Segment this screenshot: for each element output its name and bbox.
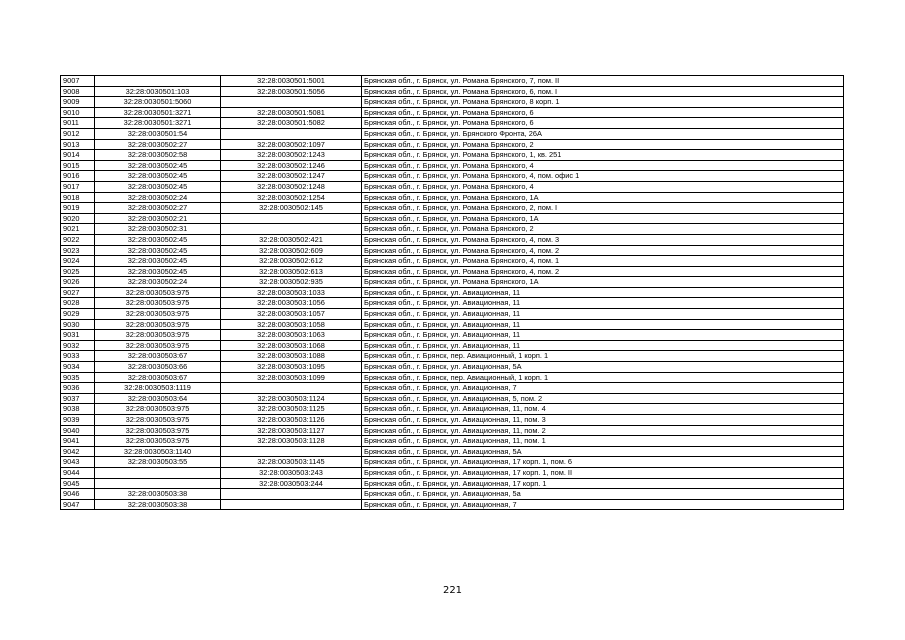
row-number-cell: 9043 bbox=[61, 457, 95, 468]
object-number-cell: 32:28:0030501:5001 bbox=[221, 76, 362, 87]
object-number-cell: 32:28:0030503:1056 bbox=[221, 298, 362, 309]
table-row bbox=[61, 467, 844, 478]
table-row bbox=[61, 415, 844, 426]
address-cell: Брянская обл., г. Брянск, ул. Авиационная, 7 bbox=[362, 499, 844, 510]
object-number-cell: 32:28:0030503:1145 bbox=[221, 457, 362, 468]
parcel-number-cell: 32:28:0030503:38 bbox=[95, 489, 221, 500]
parcel-number-cell: 32:28:0030502:27 bbox=[95, 139, 221, 150]
parcel-number-cell: 32:28:0030502:45 bbox=[95, 234, 221, 245]
parcel-number-cell: 32:28:0030501:103 bbox=[95, 86, 221, 97]
object-number-cell: 32:28:0030502:935 bbox=[221, 277, 362, 288]
parcel-number-cell: 32:28:0030501:3271 bbox=[95, 107, 221, 118]
row-number-cell: 9037 bbox=[61, 393, 95, 404]
row-number-cell: 9044 bbox=[61, 467, 95, 478]
row-number-cell: 9047 bbox=[61, 499, 95, 510]
table-body bbox=[61, 76, 844, 510]
object-number-cell: 32:28:0030502:1097 bbox=[221, 139, 362, 150]
table-row bbox=[61, 351, 844, 362]
address-cell: Брянская обл., г. Брянск, ул. Брянского Фронта, 26А bbox=[362, 128, 844, 139]
table-row bbox=[61, 499, 844, 510]
parcel-number-cell: 32:28:0030502:24 bbox=[95, 277, 221, 288]
object-number-cell: 32:28:0030503:1068 bbox=[221, 340, 362, 351]
row-number-cell: 9012 bbox=[61, 128, 95, 139]
parcel-number-cell: 32:28:0030503:975 bbox=[95, 298, 221, 309]
object-number-cell: 32:28:0030501:5081 bbox=[221, 107, 362, 118]
table-row bbox=[61, 97, 844, 108]
parcel-number-cell: 32:28:0030502:21 bbox=[95, 213, 221, 224]
parcel-number-cell: 32:28:0030503:1140 bbox=[95, 446, 221, 457]
address-cell: Брянская обл., г. Брянск, ул. Авиационная, 11 bbox=[362, 330, 844, 341]
row-number-cell: 9028 bbox=[61, 298, 95, 309]
table-row bbox=[61, 139, 844, 150]
address-cell: Брянская обл., г. Брянск, ул. Авиационная, 11, пом. 2 bbox=[362, 425, 844, 436]
table-row bbox=[61, 266, 844, 277]
table-row bbox=[61, 287, 844, 298]
address-cell: Брянская обл., г. Брянск, пер. Авиационный, 1 корп. 1 bbox=[362, 351, 844, 362]
object-number-cell: 32:28:0030503:1088 bbox=[221, 351, 362, 362]
table-row bbox=[61, 319, 844, 330]
table-row bbox=[61, 457, 844, 468]
object-number-cell: 32:28:0030502:1254 bbox=[221, 192, 362, 203]
object-number-cell: 32:28:0030502:1248 bbox=[221, 181, 362, 192]
table-row bbox=[61, 203, 844, 214]
address-cell: Брянская обл., г. Брянск, ул. Авиационная, 11 bbox=[362, 319, 844, 330]
row-number-cell: 9024 bbox=[61, 256, 95, 267]
object-number-cell bbox=[221, 128, 362, 139]
row-number-cell: 9035 bbox=[61, 372, 95, 383]
row-number-cell: 9013 bbox=[61, 139, 95, 150]
object-number-cell: 32:28:0030503:1033 bbox=[221, 287, 362, 298]
row-number-cell: 9014 bbox=[61, 150, 95, 161]
row-number-cell: 9017 bbox=[61, 181, 95, 192]
table-row bbox=[61, 213, 844, 224]
object-number-cell: 32:28:0030503:1125 bbox=[221, 404, 362, 415]
row-number-cell: 9030 bbox=[61, 319, 95, 330]
object-number-cell bbox=[221, 489, 362, 500]
object-number-cell: 32:28:0030503:1124 bbox=[221, 393, 362, 404]
address-cell: Брянская обл., г. Брянск, ул. Авиационная, 11, пом. 3 bbox=[362, 415, 844, 426]
table-row bbox=[61, 372, 844, 383]
table-row bbox=[61, 86, 844, 97]
object-number-cell: 32:28:0030503:1099 bbox=[221, 372, 362, 383]
object-number-cell: 32:28:0030502:609 bbox=[221, 245, 362, 256]
page-number: 221 bbox=[442, 585, 463, 596]
table-row bbox=[61, 404, 844, 415]
table-row bbox=[61, 181, 844, 192]
parcel-number-cell: 32:28:0030503:975 bbox=[95, 330, 221, 341]
address-cell: Брянская обл., г. Брянск, ул. Романа Брянского, 4 bbox=[362, 181, 844, 192]
table-row bbox=[61, 425, 844, 436]
address-cell: Брянская обл., г. Брянск, ул. Авиационная, 11 bbox=[362, 287, 844, 298]
object-number-cell: 32:28:0030502:1243 bbox=[221, 150, 362, 161]
parcel-number-cell: 32:28:0030503:975 bbox=[95, 436, 221, 447]
address-cell: Брянская обл., г. Брянск, ул. Романа Брянского, 6 bbox=[362, 118, 844, 129]
table-row bbox=[61, 245, 844, 256]
row-number-cell: 9009 bbox=[61, 97, 95, 108]
address-cell: Брянская обл., г. Брянск, ул. Авиационная, 11, пом. 1 bbox=[362, 436, 844, 447]
object-number-cell bbox=[221, 224, 362, 235]
address-cell: Брянская обл., г. Брянск, ул. Авиационная, 7 bbox=[362, 383, 844, 394]
object-number-cell: 32:28:0030502:145 bbox=[221, 203, 362, 214]
object-number-cell: 32:28:0030502:612 bbox=[221, 256, 362, 267]
row-number-cell: 9027 bbox=[61, 287, 95, 298]
object-number-cell bbox=[221, 446, 362, 457]
address-cell: Брянская обл., г. Брянск, ул. Авиационная, 5, пом. 2 bbox=[362, 393, 844, 404]
parcel-number-cell bbox=[95, 478, 221, 489]
address-cell: Брянская обл., г. Брянск, ул. Авиационная, 11 bbox=[362, 340, 844, 351]
object-number-cell: 32:28:0030503:1126 bbox=[221, 415, 362, 426]
parcel-number-cell: 32:28:0030503:975 bbox=[95, 287, 221, 298]
address-cell: Брянская обл., г. Брянск, ул. Романа Брянского, 2, пом. I bbox=[362, 203, 844, 214]
row-number-cell: 9010 bbox=[61, 107, 95, 118]
table-row bbox=[61, 298, 844, 309]
parcel-number-cell: 32:28:0030503:67 bbox=[95, 372, 221, 383]
object-number-cell: 32:28:0030503:1127 bbox=[221, 425, 362, 436]
parcel-number-cell: 32:28:0030502:45 bbox=[95, 171, 221, 182]
row-number-cell: 9041 bbox=[61, 436, 95, 447]
object-number-cell bbox=[221, 383, 362, 394]
parcel-number-cell: 32:28:0030503:975 bbox=[95, 404, 221, 415]
row-number-cell: 9039 bbox=[61, 415, 95, 426]
parcel-number-cell: 32:28:0030503:67 bbox=[95, 351, 221, 362]
parcel-number-cell: 32:28:0030503:975 bbox=[95, 319, 221, 330]
parcel-number-cell: 32:28:0030502:45 bbox=[95, 181, 221, 192]
object-number-cell: 32:28:0030503:1063 bbox=[221, 330, 362, 341]
address-cell: Брянская обл., г. Брянск, пер. Авиационный, 1 корп. 1 bbox=[362, 372, 844, 383]
table-row bbox=[61, 128, 844, 139]
parcel-number-cell: 32:28:0030502:45 bbox=[95, 245, 221, 256]
table-row bbox=[61, 393, 844, 404]
row-number-cell: 9018 bbox=[61, 192, 95, 203]
object-number-cell: 32:28:0030502:613 bbox=[221, 266, 362, 277]
table-row bbox=[61, 224, 844, 235]
address-cell: Брянская обл., г. Брянск, ул. Романа Брянского, 6 bbox=[362, 107, 844, 118]
object-number-cell: 32:28:0030503:243 bbox=[221, 467, 362, 478]
object-number-cell bbox=[221, 213, 362, 224]
address-cell: Брянская обл., г. Брянск, ул. Романа Брянского, 1А bbox=[362, 213, 844, 224]
object-number-cell: 32:28:0030502:1247 bbox=[221, 171, 362, 182]
address-cell: Брянская обл., г. Брянск, ул. Романа Брянского, 4, пом. 3 bbox=[362, 234, 844, 245]
address-cell: Брянская обл., г. Брянск, ул. Романа Брянского, 1А bbox=[362, 192, 844, 203]
row-number-cell: 9011 bbox=[61, 118, 95, 129]
parcel-number-cell: 32:28:0030502:45 bbox=[95, 160, 221, 171]
row-number-cell: 9045 bbox=[61, 478, 95, 489]
parcel-number-cell: 32:28:0030502:45 bbox=[95, 256, 221, 267]
address-cell: Брянская обл., г. Брянск, ул. Авиационная, 17 корп. 1, пом. 6 bbox=[362, 457, 844, 468]
row-number-cell: 9040 bbox=[61, 425, 95, 436]
address-cell: Брянская обл., г. Брянск, ул. Авиационная, 11 bbox=[362, 309, 844, 320]
parcel-number-cell: 32:28:0030503:1119 bbox=[95, 383, 221, 394]
cadastral-table bbox=[60, 75, 844, 510]
table-row bbox=[61, 150, 844, 161]
table-row bbox=[61, 489, 844, 500]
table-row bbox=[61, 362, 844, 373]
parcel-number-cell: 32:28:0030501:5060 bbox=[95, 97, 221, 108]
address-cell: Брянская обл., г. Брянск, ул. Романа Брянского, 4, пом. 2 bbox=[362, 266, 844, 277]
table-row bbox=[61, 118, 844, 129]
table-row bbox=[61, 309, 844, 320]
address-cell: Брянская обл., г. Брянск, ул. Романа Брянского, 2 bbox=[362, 139, 844, 150]
address-cell: Брянская обл., г. Брянск, ул. Романа Брянского, 2 bbox=[362, 224, 844, 235]
address-cell: Брянская обл., г. Брянск, ул. Авиационная, 5а bbox=[362, 489, 844, 500]
row-number-cell: 9015 bbox=[61, 160, 95, 171]
parcel-number-cell: 32:28:0030502:24 bbox=[95, 192, 221, 203]
row-number-cell: 9042 bbox=[61, 446, 95, 457]
parcel-number-cell: 32:28:0030502:58 bbox=[95, 150, 221, 161]
address-cell: Брянская обл., г. Брянск, ул. Романа Брянского, 4 bbox=[362, 160, 844, 171]
object-number-cell: 32:28:0030502:1246 bbox=[221, 160, 362, 171]
parcel-number-cell: 32:28:0030503:38 bbox=[95, 499, 221, 510]
row-number-cell: 9038 bbox=[61, 404, 95, 415]
table-row bbox=[61, 383, 844, 394]
parcel-number-cell: 32:28:0030503:975 bbox=[95, 425, 221, 436]
parcel-number-cell: 32:28:0030503:55 bbox=[95, 457, 221, 468]
object-number-cell bbox=[221, 499, 362, 510]
row-number-cell: 9026 bbox=[61, 277, 95, 288]
row-number-cell: 9036 bbox=[61, 383, 95, 394]
row-number-cell: 9029 bbox=[61, 309, 95, 320]
parcel-number-cell: 32:28:0030502:27 bbox=[95, 203, 221, 214]
table-row bbox=[61, 478, 844, 489]
parcel-number-cell: 32:28:0030502:31 bbox=[95, 224, 221, 235]
table-row bbox=[61, 192, 844, 203]
row-number-cell: 9021 bbox=[61, 224, 95, 235]
object-number-cell: 32:28:0030503:1057 bbox=[221, 309, 362, 320]
row-number-cell: 9008 bbox=[61, 86, 95, 97]
row-number-cell: 9019 bbox=[61, 203, 95, 214]
row-number-cell: 9020 bbox=[61, 213, 95, 224]
table-row bbox=[61, 277, 844, 288]
row-number-cell: 9032 bbox=[61, 340, 95, 351]
parcel-number-cell: 32:28:0030503:975 bbox=[95, 340, 221, 351]
object-number-cell: 32:28:0030501:5082 bbox=[221, 118, 362, 129]
parcel-number-cell: 32:28:0030503:975 bbox=[95, 415, 221, 426]
table-row bbox=[61, 446, 844, 457]
address-cell: Брянская обл., г. Брянск, ул. Авиационная, 11 bbox=[362, 298, 844, 309]
parcel-number-cell: 32:28:0030501:3271 bbox=[95, 118, 221, 129]
address-cell: Брянская обл., г. Брянск, ул. Романа Брянского, 4, пом. 2 bbox=[362, 245, 844, 256]
table-row bbox=[61, 76, 844, 87]
address-cell: Брянская обл., г. Брянск, ул. Романа Брянского, 6, пом. I bbox=[362, 86, 844, 97]
object-number-cell: 32:28:0030503:1128 bbox=[221, 436, 362, 447]
table-row bbox=[61, 171, 844, 182]
address-cell: Брянская обл., г. Брянск, ул. Авиационная, 5А bbox=[362, 446, 844, 457]
address-cell: Брянская обл., г. Брянск, ул. Романа Брянского, 4, пом. офис 1 bbox=[362, 171, 844, 182]
address-cell: Брянская обл., г. Брянск, ул. Романа Брянского, 7, пом. II bbox=[362, 76, 844, 87]
parcel-number-cell: 32:28:0030503:975 bbox=[95, 309, 221, 320]
address-cell: Брянская обл., г. Брянск, ул. Авиационная, 17 корп. 1 bbox=[362, 478, 844, 489]
object-number-cell: 32:28:0030503:1095 bbox=[221, 362, 362, 373]
table-row bbox=[61, 436, 844, 447]
object-number-cell: 32:28:0030501:5056 bbox=[221, 86, 362, 97]
address-cell: Брянская обл., г. Брянск, ул. Романа Брянского, 1А bbox=[362, 277, 844, 288]
address-cell: Брянская обл., г. Брянск, ул. Романа Брянского, 1, кв. 251 bbox=[362, 150, 844, 161]
row-number-cell: 9007 bbox=[61, 76, 95, 87]
table-row bbox=[61, 107, 844, 118]
object-number-cell: 32:28:0030502:421 bbox=[221, 234, 362, 245]
object-number-cell: 32:28:0030503:244 bbox=[221, 478, 362, 489]
table-row bbox=[61, 256, 844, 267]
table-row bbox=[61, 234, 844, 245]
row-number-cell: 9046 bbox=[61, 489, 95, 500]
parcel-number-cell bbox=[95, 76, 221, 87]
parcel-number-cell: 32:28:0030503:66 bbox=[95, 362, 221, 373]
table-row bbox=[61, 160, 844, 171]
object-number-cell: 32:28:0030503:1058 bbox=[221, 319, 362, 330]
row-number-cell: 9023 bbox=[61, 245, 95, 256]
parcel-number-cell bbox=[95, 467, 221, 478]
address-cell: Брянская обл., г. Брянск, ул. Авиационная, 17 корп. 1, пом. II bbox=[362, 467, 844, 478]
table-row bbox=[61, 340, 844, 351]
parcel-number-cell: 32:28:0030501:54 bbox=[95, 128, 221, 139]
address-cell: Брянская обл., г. Брянск, ул. Авиационная, 11, пом. 4 bbox=[362, 404, 844, 415]
row-number-cell: 9016 bbox=[61, 171, 95, 182]
address-cell: Брянская обл., г. Брянск, ул. Авиационная, 5А bbox=[362, 362, 844, 373]
parcel-number-cell: 32:28:0030502:45 bbox=[95, 266, 221, 277]
row-number-cell: 9022 bbox=[61, 234, 95, 245]
row-number-cell: 9034 bbox=[61, 362, 95, 373]
address-cell: Брянская обл., г. Брянск, ул. Романа Брянского, 4, пом. 1 bbox=[362, 256, 844, 267]
row-number-cell: 9031 bbox=[61, 330, 95, 341]
address-cell: Брянская обл., г. Брянск, ул. Романа Брянского, 8 корп. 1 bbox=[362, 97, 844, 108]
object-number-cell bbox=[221, 97, 362, 108]
row-number-cell: 9033 bbox=[61, 351, 95, 362]
parcel-number-cell: 32:28:0030503:64 bbox=[95, 393, 221, 404]
row-number-cell: 9025 bbox=[61, 266, 95, 277]
table-row bbox=[61, 330, 844, 341]
